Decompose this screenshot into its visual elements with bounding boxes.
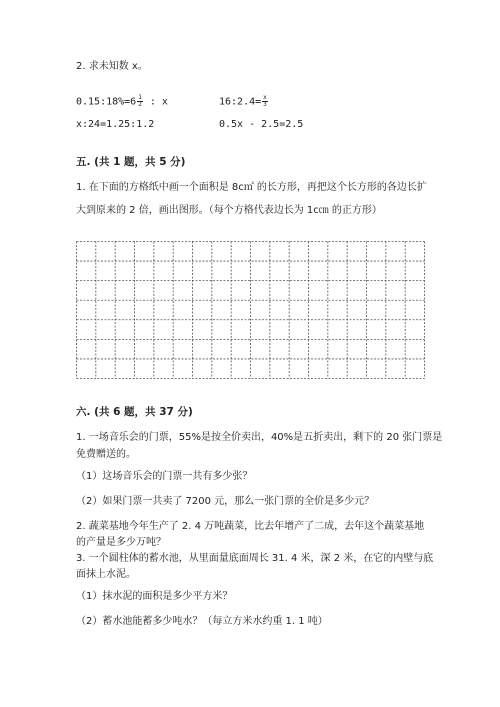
- section-6-q2-line-2: 的产量是多少万吨？: [76, 537, 166, 548]
- section-6-q1-sub-1: （1）这场音乐会的门票一共有多少张？: [76, 471, 253, 482]
- equation-3: x:24=1.25:1.2: [76, 119, 155, 130]
- section-6-q3-sub-1: （1）抹水泥的面积是多少平方米？: [76, 591, 233, 602]
- square-grid-paper: [76, 241, 425, 379]
- equation-2-text: 16:2.4=: [219, 96, 262, 108]
- section-6-q3-line-1: 3. 一个圆柱体的蓄水池，从里面量底面周长 31. 4 米，深 2 米，在它的内壁与底: [76, 553, 434, 564]
- section-6-q3-sub-2: （2）蓄水池能蓄多少吨水？（每立方米水约重 1. 1 吨）: [76, 616, 328, 627]
- section-6-q3-line-2: 面抹上水泥。: [76, 569, 136, 580]
- equation-1-tail: : x: [143, 96, 168, 108]
- section-6-heading: 六. (共 6 题，共 37 分): [76, 406, 193, 418]
- fraction-numerator: x: [263, 94, 267, 101]
- section-6-q1-line-1: 1. 一场音乐会的门票，55%是按全价卖出，40%是五折卖出，剩下的 20 张门票是: [76, 432, 443, 443]
- fraction-denominator: 3: [263, 101, 267, 108]
- fraction-numerator: 1: [138, 94, 142, 101]
- section-6-q1-sub-2: （2）如果门票一共卖了 7200 元，那么一张门票的全价是多少元？: [76, 496, 375, 507]
- question-2-title: 2. 求未知数 x。: [76, 61, 148, 72]
- equation-1-text: 0.15:18%=6: [76, 96, 137, 108]
- section-5-q1-line-2: 大到原来的 2 倍，画出图形。（每个方格代表边长为 1c㎝ 的正方形）: [76, 205, 382, 216]
- section-5-q1-line-1: 1. 在下面的方格纸中画一个面积是 8c㎡ 的长方形，再把这个长方形的各边长扩: [76, 182, 427, 193]
- equation-2-fraction: [262, 95, 268, 108]
- fraction-denominator: 2: [138, 101, 142, 108]
- equation-1-fraction: [137, 95, 143, 108]
- section-6-q1-line-2: 免费赠送的。: [76, 449, 136, 460]
- equation-1: [76, 95, 168, 110]
- section-5-heading: 五. (共 1 题，共 5 分): [76, 156, 186, 168]
- equation-2: [219, 95, 269, 110]
- section-6-q2-line-1: 2. 蔬菜基地今年生产了 2. 4 万吨蔬菜，比去年增产了二成，去年这个蔬菜基地: [76, 521, 425, 532]
- equation-4: 0.5x - 2.5=2.5: [219, 119, 304, 130]
